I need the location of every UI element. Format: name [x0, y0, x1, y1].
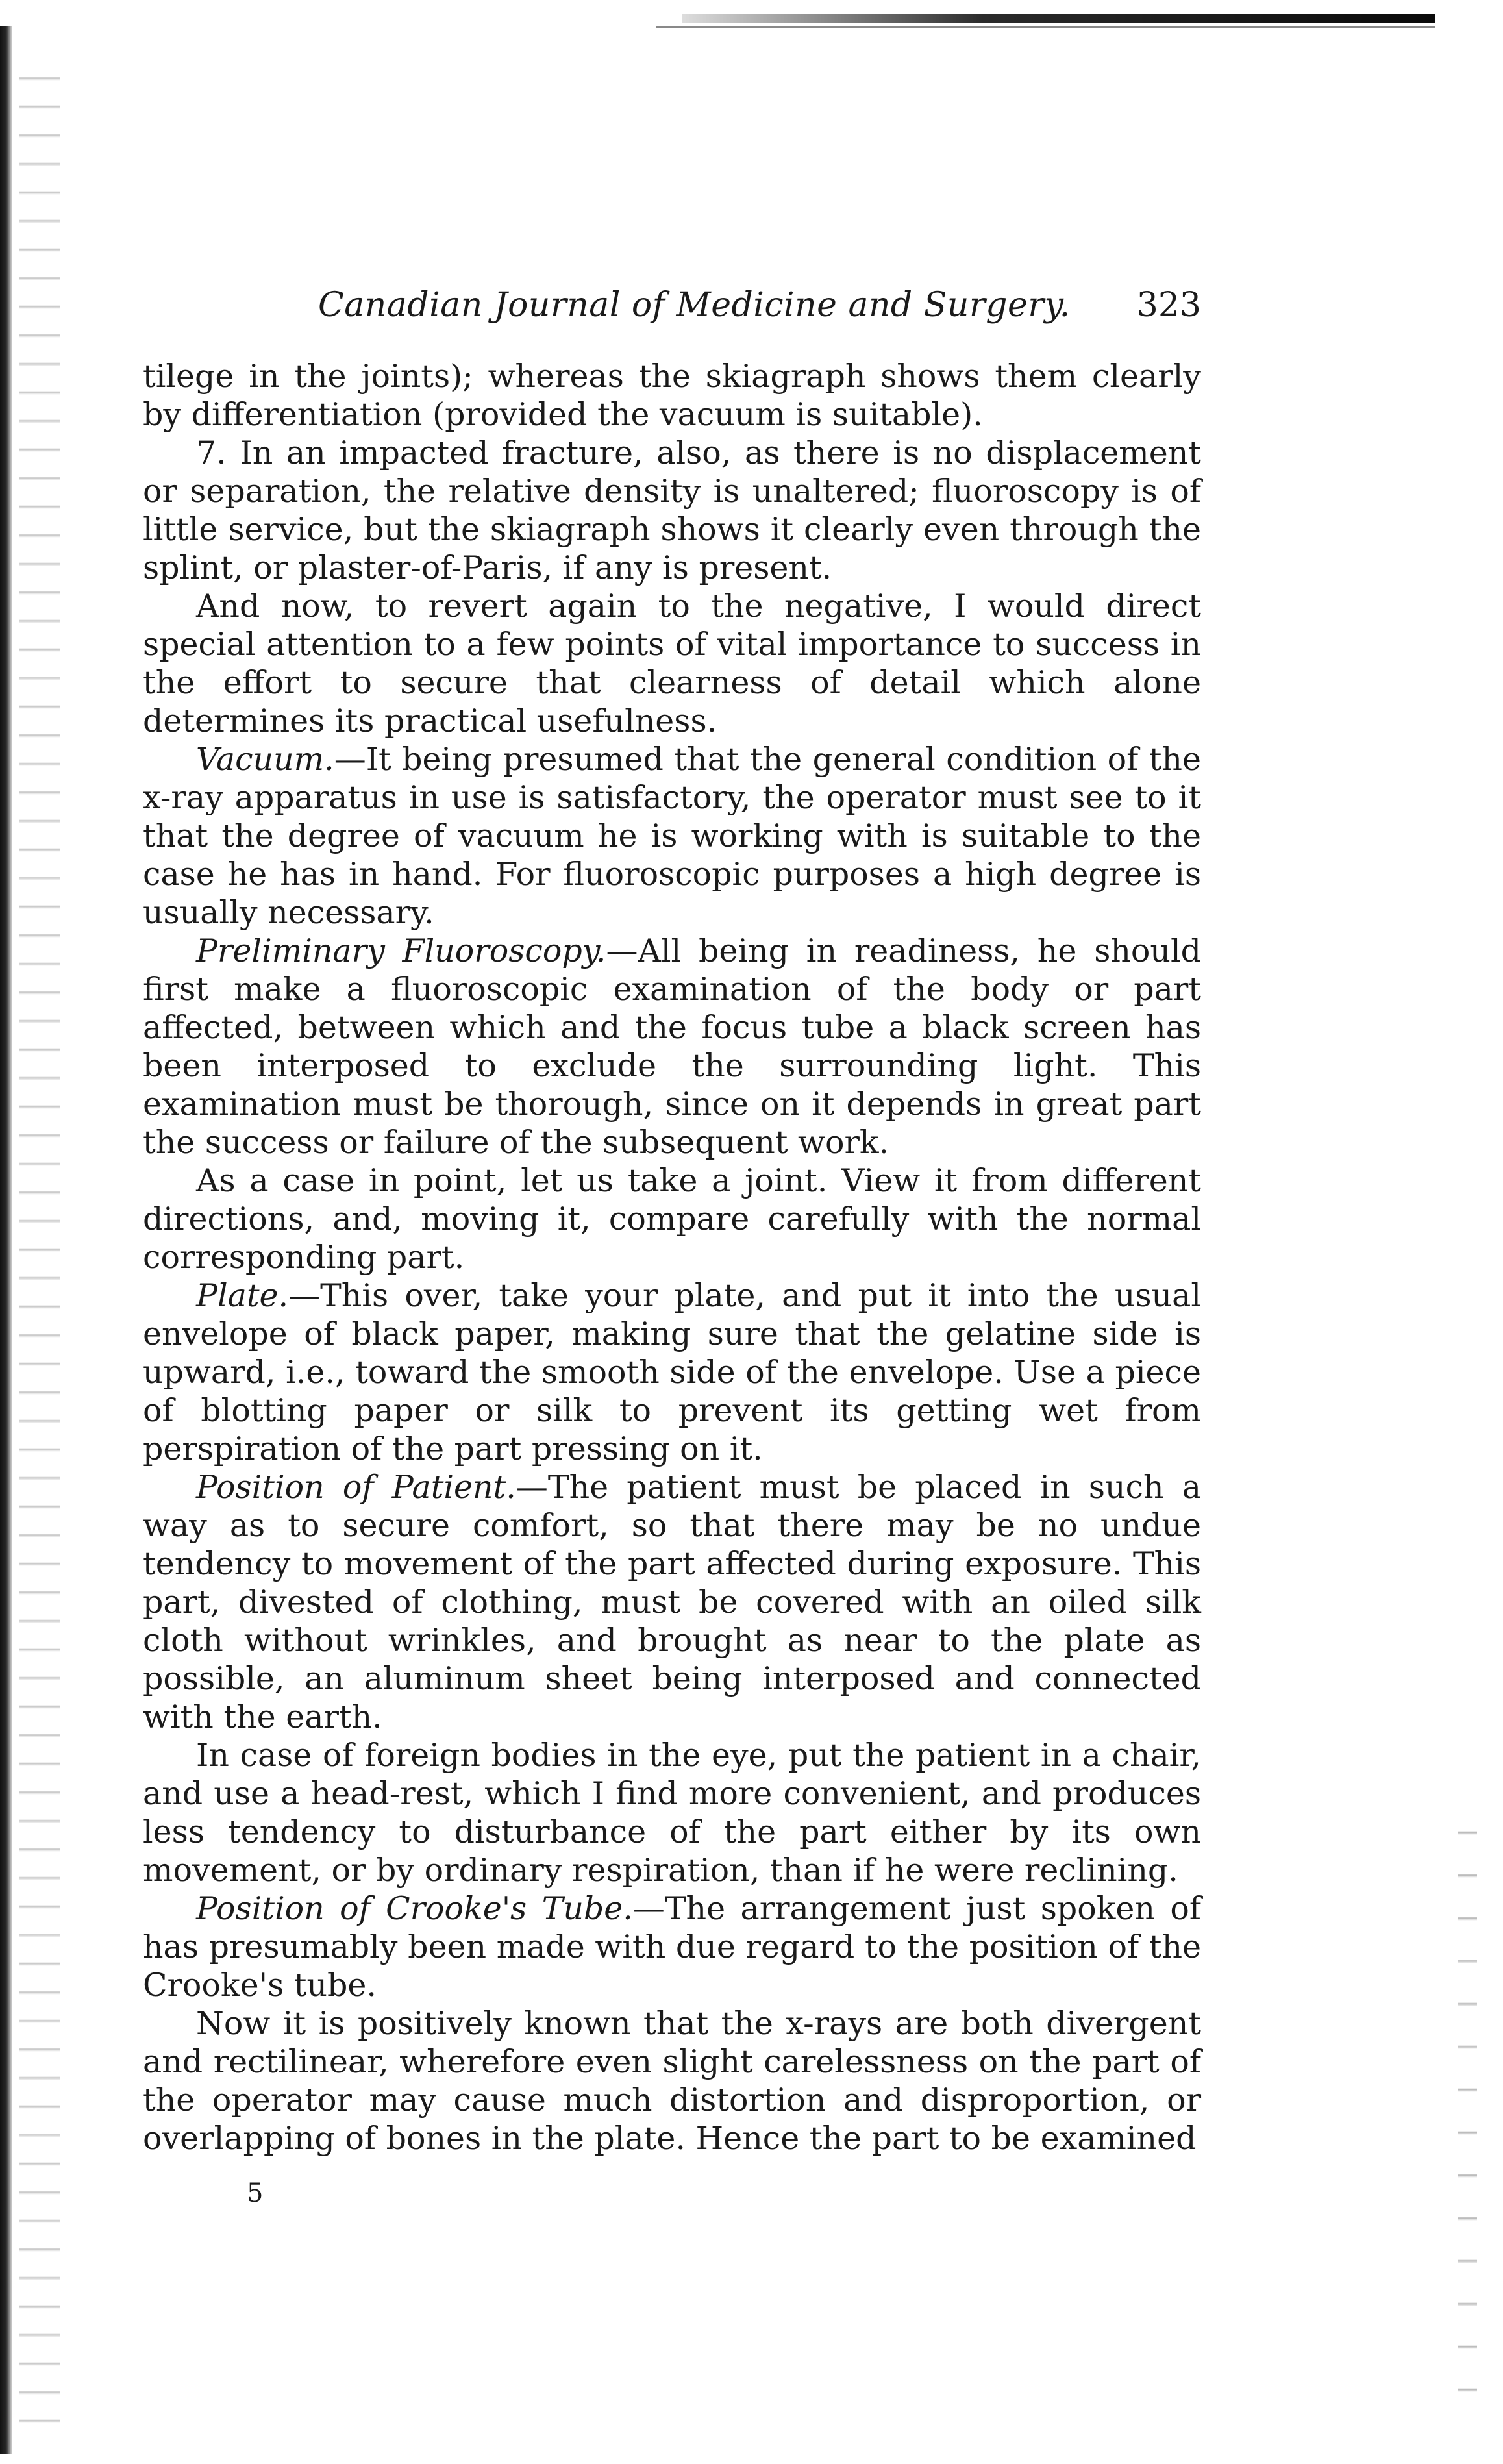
- journal-page: [143, 286, 1201, 2158]
- paragraph-text: 7. In an impacted fracture, also, as there is no displacement or separation, the relative density is unaltered; fluoroscopy is of little service, but the skiagraph shows it clearly even through the splint, or plaster-of-Paris, if any is present.: [143, 434, 1201, 586]
- paragraph-text: —This over, take your plate, and put it into the usual envelope of black paper, making sure that the gelatine side is upward, i.e., toward the smooth side of the envelope. Use a piece of blotting paper or silk to prevent its getting wet from perspiration of the part pressing on it.: [143, 1277, 1201, 1467]
- paragraph-text: In case of foreign bodies in the eye, put the patient in a chair, and use a head-rest, which I find more convenient, and produces less tendency to disturbance of the part either by its own movement, or by ordinary respiration, than if he were reclining.: [143, 1737, 1201, 1889]
- page-number: 323: [1136, 286, 1201, 325]
- paragraph-text: —All being in readiness, he should first make a fluoroscopic examination of the body or part affected, between which and the focus tube a black screen has been interposed to exclude the surrounding light. This examination must be thorough, since on it depends in great part the success or failure of the subsequent work.: [143, 932, 1201, 1161]
- paragraph: [143, 932, 1201, 1162]
- paragraph-lead: Position of Crooke's Tube.: [196, 1890, 633, 1927]
- paragraph-text: —It being presumed that the general condition of the x-ray apparatus in use is satisfactory, the operator must see to it that the degree of vacuum he is working with is suitable to the case he has in hand. For fluoroscopic purposes a high degree is usually necessary.: [143, 741, 1201, 931]
- paragraph: [143, 1162, 1201, 1276]
- paragraph-text: Now it is positively known that the x-rays are both divergent and rectilinear, wherefore even slight carelessness on the part of the operator may cause much distortion and disproportion, or overlapping of bones in the plate. Hence the part to be examined: [143, 2005, 1201, 2157]
- paragraph: [143, 434, 1201, 587]
- scan-binding-edge: [0, 26, 12, 2454]
- scan-right-specks: [1458, 1792, 1477, 2402]
- paragraph-lead: Vacuum.: [196, 741, 334, 778]
- running-head: [143, 286, 1201, 338]
- paragraph-lead: Preliminary Fluoroscopy.: [196, 932, 606, 969]
- paragraph: [143, 1468, 1201, 1736]
- journal-title: Canadian Journal of Medicine and Surgery.: [318, 286, 1071, 325]
- paragraph: [143, 587, 1201, 740]
- scan-edge-top-thin-rule: [656, 26, 1435, 28]
- signature-mark: 5: [247, 2178, 264, 2208]
- paragraph: [143, 2004, 1201, 2158]
- article-body: [143, 357, 1201, 2158]
- paragraph: [143, 1889, 1201, 2004]
- paragraph: [143, 1736, 1201, 1889]
- scan-edge-top-rule: [682, 14, 1435, 23]
- paragraph-lead: Position of Patient.: [196, 1469, 516, 1506]
- paragraph-text: tilege in the joints); whereas the skiagraph shows them clearly by differentiation (provided the vacuum is suitable).: [143, 358, 1201, 433]
- paragraph-text: —The patient must be placed in such a way as to secure comfort, so that there may be no undue tendency to movement of the part affected during exposure. This part, divested of clothing, must be covered with an oiled silk cloth without wrinkles, and brought as near to the plate as possible, an aluminum sheet being interposed and connected with the earth.: [143, 1469, 1201, 1736]
- paragraph-text: And now, to revert again to the negative, I would direct special attention to a few points of vital importance to success in the effort to secure that clearness of detail which alone determines its practical usefulness.: [143, 588, 1201, 740]
- paragraph: [143, 357, 1201, 434]
- paragraph: [143, 1276, 1201, 1468]
- scan-edge-specks: [19, 52, 60, 2428]
- paragraph-text: —The arrangement just spoken of has presumably been made with due regard to the position of the Crooke's tube.: [143, 1890, 1201, 2004]
- paragraph: [143, 740, 1201, 932]
- paragraph-text: As a case in point, let us take a joint. View it from different directions, and, moving it, compare carefully with the normal corresponding part.: [143, 1162, 1201, 1276]
- paragraph-lead: Plate.: [196, 1277, 289, 1314]
